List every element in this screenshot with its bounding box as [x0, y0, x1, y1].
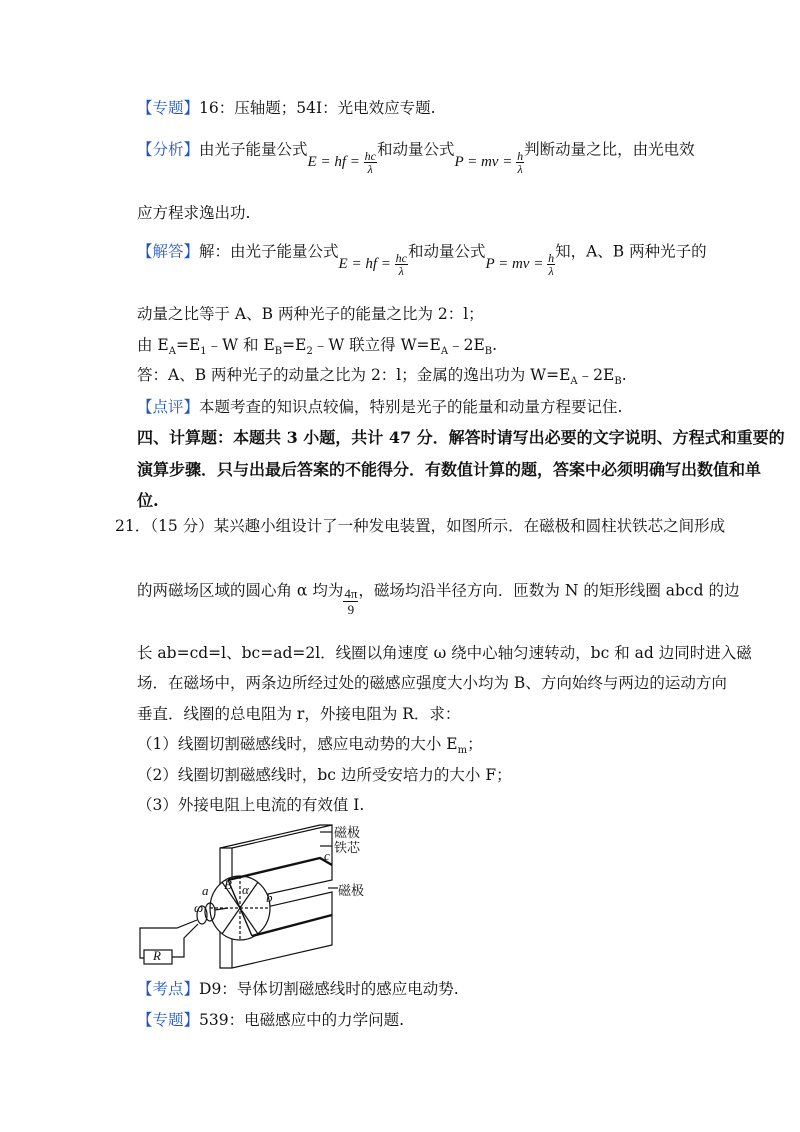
comment-line — [137, 396, 622, 418]
angle-num: 4π — [344, 586, 358, 601]
question-line-2 — [137, 576, 740, 617]
angle-den: 9 — [347, 602, 355, 617]
topic-tag: 【专题】 — [137, 99, 200, 117]
energy-formula-2-lhs: E = hf = — [338, 255, 391, 272]
subquestion-3: （3）外接电阻上电流的有效值 I. — [137, 796, 365, 814]
generator-figure — [132, 820, 392, 970]
sub-m: m — [457, 745, 468, 757]
frac-num-hc-2: hc — [395, 251, 407, 265]
label-b: b — [266, 890, 273, 905]
sub-a-3: A — [570, 376, 578, 388]
topic-line-2 — [137, 1009, 404, 1031]
topic-text: 16：压轴题；54I：光电效应专题. — [199, 99, 436, 117]
answer-line-3 — [137, 334, 497, 363]
frac-den-lambda: λ — [367, 162, 373, 176]
analysis-text-c: 判断动量之比，由光电效 — [524, 140, 695, 159]
analysis-tag: 【分析】 — [137, 140, 200, 159]
comment-tag: 【点评】 — [137, 398, 200, 416]
question-line-3: 长 ab=cd=l、bc=ad=2l．线圈以角速度 ω 绕中心轴匀速转动，bc 和 ad 边同时进入磁 — [137, 644, 752, 662]
label-a: a — [202, 883, 209, 898]
analysis-text-b: 和动量公式 — [376, 140, 455, 159]
answer-conclusion — [137, 364, 627, 393]
section-heading-1: 四、计算题：本题共 3 小题，共计 47 分．解答时请写出必要的文字说明、方程式和重要的 — [137, 428, 785, 447]
topic-line — [137, 97, 436, 119]
topic-text-2: 539：电磁感应中的力学问题. — [199, 1011, 405, 1029]
frac-num-h: h — [517, 149, 524, 163]
l6-d: =E — [282, 336, 307, 354]
label-omega: ω — [194, 900, 204, 915]
frac-den-lambda-4: λ — [548, 264, 554, 278]
frac-den-lambda-3: λ — [398, 264, 404, 278]
momentum-formula-2 — [485, 252, 555, 277]
q2-a: 的两磁场区域的圆心角 α 均为 — [137, 581, 344, 600]
answer-text-b: 和动量公式 — [407, 242, 486, 261]
l6-e: ﹣W 联立得 W=E — [312, 336, 441, 354]
q6-text: （1）线圈切割磁感线时，感应电动势的大小 E — [137, 735, 458, 753]
sub-b-2: B — [484, 346, 493, 358]
sub-b-1: B — [274, 346, 283, 358]
momentum-formula-2-lhs: P = mv = — [485, 255, 544, 272]
knowledge-text: D9：导体切割磁感线时的感应电动势. — [199, 980, 459, 998]
label-magnetic-pole-top: 磁极 — [334, 826, 361, 841]
answer-tag: 【解答】 — [137, 242, 200, 261]
frac-den-lambda-2: λ — [517, 162, 523, 176]
answer-text-c: 知，A、B 两种光子的 — [555, 242, 707, 261]
sub-a-1: A — [168, 346, 176, 358]
label-c: c — [324, 848, 330, 863]
label-R: R — [153, 948, 161, 963]
analysis-line-2: 应方程求逸出功. — [137, 204, 251, 222]
l7-a: 答：A、B 两种光子的动量之比为 2：l；金属的逸出功为 W=E — [137, 366, 571, 384]
l6-a: 由 E — [137, 336, 169, 354]
l7-end: . — [621, 366, 627, 384]
answer-line — [137, 240, 707, 278]
energy-formula-2 — [339, 252, 408, 277]
energy-formula-lhs: E = hf = — [307, 153, 360, 170]
momentum-formula — [454, 150, 524, 175]
section-heading-2: 演算步骤．只与出最后答案的不能得分．有数值计算的题，答案中必须明确写出数值和单 — [137, 460, 762, 479]
q2-b: ，磁场均沿半径方向．匝数为 N 的矩形线圈 abcd 的边 — [358, 581, 740, 600]
answer-line-2: 动量之比等于 A、B 两种光子的能量之比为 2：l； — [137, 305, 484, 323]
question-line-5: 垂直．线圈的总电阻为 r，外接电阻为 R．求： — [137, 705, 461, 723]
l6-b: =E — [175, 336, 201, 354]
label-B: B — [224, 877, 232, 892]
momentum-formula-lhs: P = mv = — [454, 153, 513, 170]
subquestion-2: （2）线圈切割磁感线时，bc 边所受安培力的大小 F； — [137, 766, 512, 784]
analysis-text-a: 由光子能量公式 — [199, 140, 308, 159]
sub-b-3: B — [614, 376, 622, 388]
answer-text-a: 解：由光子能量公式 — [199, 242, 339, 261]
angle-fraction — [343, 586, 358, 617]
sub-1: 1 — [200, 346, 207, 358]
question-line-4: 场．在磁场中，两条边所经过处的磁感应强度大小均为 B、方向始终与两边的运动方向 — [137, 674, 727, 692]
label-magnetic-pole-bottom: 磁极 — [338, 884, 365, 899]
topic-tag-2: 【专题】 — [137, 1011, 200, 1029]
label-alpha: α — [242, 882, 249, 897]
l6-end: . — [492, 336, 498, 354]
sub-a-2: A — [440, 346, 449, 358]
comment-text: 本题考查的知识点较偏，特别是光子的能量和动量方程要记住. — [199, 398, 623, 416]
q6-end: ； — [467, 735, 483, 753]
analysis-line — [137, 138, 695, 176]
energy-formula — [308, 150, 377, 175]
label-iron-core: 铁芯 — [334, 841, 361, 856]
l7-b: ﹣2E — [577, 366, 615, 384]
question-line-1: 21．（15 分）某兴趣小组设计了一种发电装置，如图所示．在磁极和圆柱状铁芯之间形成 — [115, 517, 726, 535]
l6-c: ﹣W 和 E — [206, 336, 275, 354]
l6-f: ﹣2E — [448, 336, 485, 354]
sub-2: 2 — [306, 346, 313, 358]
subquestion-1 — [137, 733, 483, 762]
section-heading-3: 位. — [137, 491, 159, 510]
frac-num-hc: hc — [364, 149, 376, 163]
knowledge-point-line — [137, 978, 459, 1000]
frac-num-h-2: h — [548, 251, 555, 265]
knowledge-tag: 【考点】 — [137, 980, 200, 998]
